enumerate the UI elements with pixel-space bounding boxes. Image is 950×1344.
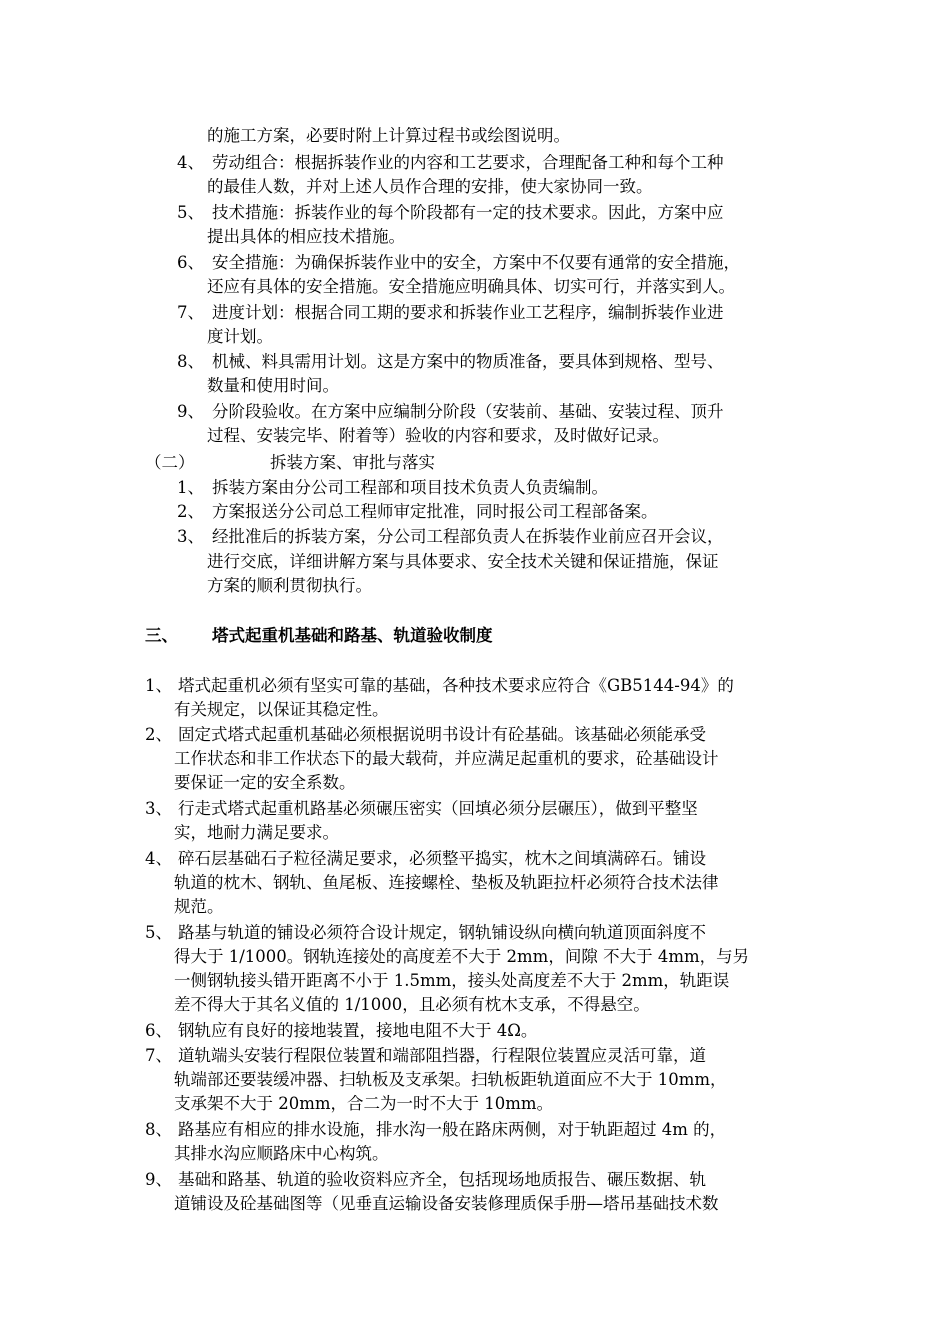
section-2-heading: 拆装方案、审批与落实 bbox=[270, 453, 435, 472]
list-c-item-9-number: 9、 bbox=[145, 1170, 172, 1189]
list-c-item-2-line-2: 工作状态和非工作状态下的最大载荷，并应满足起重机的要求，砼基础设计 bbox=[174, 749, 719, 768]
list-a-item-7-line-2: 度计划。 bbox=[207, 327, 273, 346]
list-b-item-3-line-2: 进行交底，详细讲解方案与具体要求、安全技术关键和保证措施，保证 bbox=[207, 552, 719, 571]
list-a-item-8-line-2: 数量和使用时间。 bbox=[207, 376, 339, 395]
list-b-item-2-line-1: 方案报送分公司总工程师审定批准，同时报公司工程部备案。 bbox=[212, 502, 658, 521]
list-c-item-5-line-1: 路基与轨道的铺设必须符合设计规定，钢轨铺设纵向横向轨道顶面斜度不 bbox=[178, 923, 706, 942]
list-a-item-7-number: 7、 bbox=[177, 303, 204, 322]
list-c-item-6-line-1: 钢轨应有良好的接地装置，接地电阻不大于 4Ω。 bbox=[178, 1021, 538, 1040]
list-c-item-5-line-2: 得大于 1/1000。钢轨连接处的高度差不大于 2mm，间隙 不大于 4mm，与另 bbox=[174, 947, 750, 966]
list-a-item-8-number: 8、 bbox=[177, 352, 204, 371]
list-a-item-5-number: 5、 bbox=[177, 203, 204, 222]
list-c-item-3-number: 3、 bbox=[145, 799, 172, 818]
list-a-item-6-line-2: 还应有具体的安全措施。安全措施应明确具体、切实可行，并落实到人。 bbox=[207, 277, 735, 296]
list-a-item-6-number: 6、 bbox=[177, 253, 204, 272]
list-c-item-4-number: 4、 bbox=[145, 849, 172, 868]
list-a-item-7-line-1: 进度计划：根据合同工期的要求和拆装作业工艺程序，编制拆装作业进 bbox=[212, 303, 724, 322]
list-a-item-9-line-1: 分阶段验收。在方案中应编制分阶段（安装前、基础、安装过程、顶升 bbox=[212, 402, 724, 421]
list-a-item-9-number: 9、 bbox=[177, 402, 204, 421]
list-c-item-1-line-2: 有关规定，以保证其稳定性。 bbox=[174, 700, 389, 719]
list-c-item-6-number: 6、 bbox=[145, 1021, 172, 1040]
list-c-item-5-line-4: 差不得大于其名义值的 1/1000，且必须有枕木支承，不得悬空。 bbox=[174, 995, 650, 1014]
list-c-item-7-number: 7、 bbox=[145, 1046, 172, 1065]
list-c-item-1-line-1: 塔式起重机必须有坚实可靠的基础，各种技术要求应符合《GB5144-94》的 bbox=[178, 676, 734, 695]
list-a-item-5-line-1: 技术措施：拆装作业的每个阶段都有一定的技术要求。因此，方案中应 bbox=[212, 203, 724, 222]
list-c-item-5-number: 5、 bbox=[145, 923, 172, 942]
list-c-item-8-line-2: 其排水沟应顺路床中心构筑。 bbox=[174, 1144, 389, 1163]
list-c-item-7-line-2: 轨端部还要装缓冲器、扫轨板及支承架。扫轨板距轨道面应不大于 10mm， bbox=[174, 1070, 727, 1089]
section-3-number: 三、 bbox=[145, 626, 178, 645]
list-b-item-1-line-1: 拆装方案由分公司工程部和项目技术负责人负责编制。 bbox=[212, 478, 608, 497]
list-c-item-7-line-3: 支承架不大于 20mm，合二为一时不大于 10mm。 bbox=[174, 1094, 554, 1113]
list-c-item-9-line-1: 基础和路基、轨道的验收资料应齐全，包括现场地质报告、碾压数据、轨 bbox=[178, 1170, 706, 1189]
list-a-item-4-line-1: 劳动组合：根据拆装作业的内容和工艺要求，合理配备工种和每个工种 bbox=[212, 153, 724, 172]
list-a-item-5-line-2: 提出具体的相应技术措施。 bbox=[207, 227, 405, 246]
list-b-item-2-number: 2、 bbox=[177, 502, 204, 521]
list-c-item-7-line-1: 道轨端头安装行程限位装置和端部阻挡器，行程限位装置应灵活可靠，道 bbox=[178, 1046, 706, 1065]
list-a-item-4-line-2: 的最佳人数，并对上述人员作合理的安排，使大家协同一致。 bbox=[207, 177, 653, 196]
list-a-item-4-number: 4、 bbox=[177, 153, 204, 172]
list-c-item-9-line-2: 道铺设及砼基础图等（见垂直运输设备安装修理质保手册—塔吊基础技术数 bbox=[174, 1194, 719, 1213]
list-a-item-continuation: 的施工方案，必要时附上计算过程书或绘图说明。 bbox=[207, 126, 570, 145]
list-c-item-2-line-1: 固定式塔式起重机基础必须根据说明书设计有砼基础。该基础必须能承受 bbox=[178, 725, 706, 744]
section-3-heading: 塔式起重机基础和路基、轨道验收制度 bbox=[212, 626, 493, 645]
list-c-item-2-number: 2、 bbox=[145, 725, 172, 744]
list-b-item-3-number: 3、 bbox=[177, 527, 204, 546]
list-a-item-9-line-2: 过程、安装完毕、附着等）验收的内容和要求，及时做好记录。 bbox=[207, 426, 669, 445]
list-a-item-8-line-1: 机械、料具需用计划。这是方案中的物质准备，要具体到规格、型号、 bbox=[212, 352, 724, 371]
list-a-item-6-line-1: 安全措施：为确保拆装作业中的安全，方案中不仅要有通常的安全措施， bbox=[212, 253, 740, 272]
list-c-item-1-number: 1、 bbox=[145, 676, 172, 695]
list-c-item-3-line-1: 行走式塔式起重机路基必须碾压密实（回填必须分层碾压），做到平整坚 bbox=[178, 799, 698, 818]
section-2-number: （二） bbox=[145, 453, 195, 472]
list-c-item-4-line-3: 规范。 bbox=[174, 897, 224, 916]
list-c-item-8-line-1: 路基应有相应的排水设施，排水沟一般在路床两侧，对于轨距超过 4m 的， bbox=[178, 1120, 727, 1139]
list-c-item-5-line-3: 一侧钢轨接头错开距离不小于 1.5mm，接头处高度差不大于 2mm，轨距误 bbox=[174, 971, 730, 990]
list-b-item-3-line-1: 经批准后的拆装方案，分公司工程部负责人在拆装作业前应召开会议， bbox=[212, 527, 724, 546]
list-c-item-4-line-2: 轨道的枕木、钢轨、鱼尾板、连接螺栓、垫板及轨距拉杆必须符合技术法律 bbox=[174, 873, 719, 892]
list-b-item-3-line-3: 方案的顺利贯彻执行。 bbox=[207, 576, 372, 595]
list-c-item-8-number: 8、 bbox=[145, 1120, 172, 1139]
list-b-item-1-number: 1、 bbox=[177, 478, 204, 497]
list-c-item-4-line-1: 碎石层基础石子粒径满足要求，必须整平捣实，枕木之间填满碎石。铺设 bbox=[178, 849, 706, 868]
list-c-item-2-line-3: 要保证一定的安全系数。 bbox=[174, 773, 356, 792]
list-c-item-3-line-2: 实，地耐力满足要求。 bbox=[174, 823, 339, 842]
